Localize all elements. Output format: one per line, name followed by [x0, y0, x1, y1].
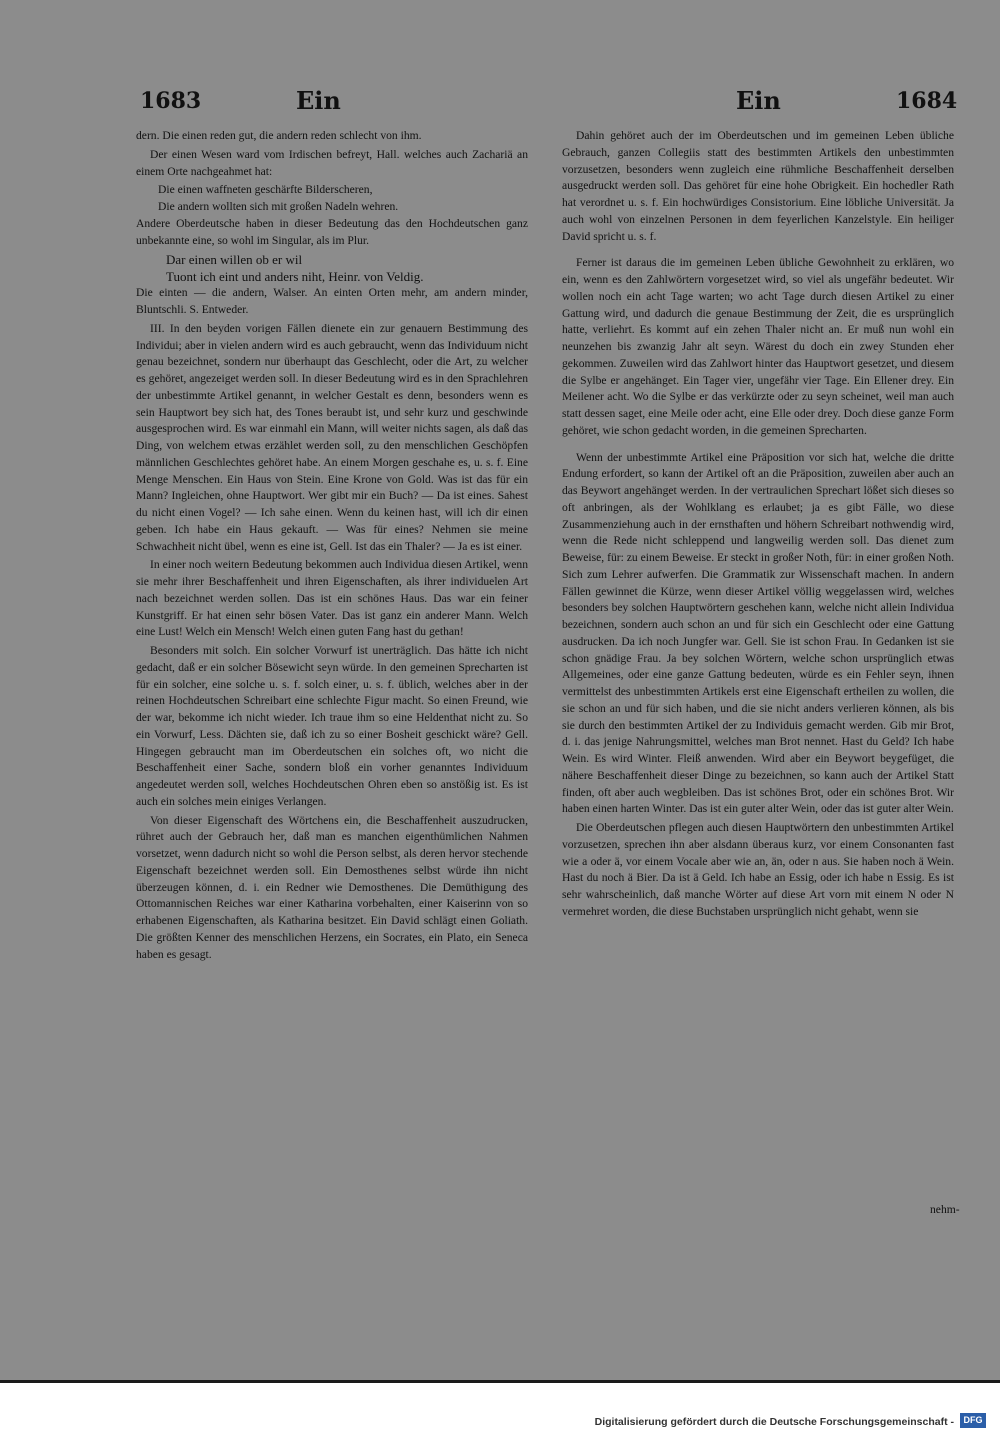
- paragraph: Wenn der unbestimmte Artikel eine Präposition vor sich hat, welche die dritte Endung erfordert, so kann der Artikel oft an die Präposition, zuweilen aber auch an das Beywort angehänget werden. In der vertraulichen Sprechart lößet sich dieses so oft anbringen, als der Wohlklang es erlaubet; ja es gibt Fälle, wo diese Zusammenziehung auch in der ernsthaften und höhern Schreibart nothwendig wird, wenn die Rede nicht schleppend und langweilig werden soll. Das dienet zum Beweise, für: zu einem Beweise. Er steckt in großer Noth, für: in einer großen Noth. Sich zum Lehrer aufwerfen. Die Grammatik zur Wissenschaft machen. In andern Fällen gewinnet die Kürze, wenn dieser Artikel völlig weggelassen wird, welches besonders bey solchen Hauptwörtern geschehen kann, welche nicht allein Individua bezeichnen, sondern auch schon an und für sich ein Geschlecht oder eine Gattung ausdrucken. Da ich noch Jungfer war. Gell. Sie ist schon Frau. In Gedanken ist sie schon gnädige Frau. Ja bey solchen Wörtern, welche schon ursprünglich etwas Allgemeines, oder eine ganze Gattung bedeuten, würde es ein Fehler seyn, ihnen vermittelst des unbestimmten Artikels erst eine Eigenschaft ertheilen zu wollen, die sie schon an und für sich haben, und die sie nicht anders verlieren können, als bis sie durch den bestimmten Artikel der zu Individuis gemacht werden. Gib mir Brot, d. i. das jenige Nahrungsmittel, welches man Brot nennet. Hast du Geld? Ich habe Wein. Es wird Winter. Fleiß anwenden. Wird aber ein Beywort beygefüget, die nähere Beschaffenheit dieser Dinge zu bezeichnen, so kann auch der Artikel Statt finden, oft aber auch wegbleiben. Das ist schönes Brot, oder ein schönes Brot. Wir haben einen harten Winter. Das ist ein guter alter Wein, oder das ist guter alter Wein.: [562, 450, 954, 816]
- paragraph: Dar einen willen ob er wil: [166, 252, 303, 268]
- funding-notice: Digitalisierung gefördert durch die Deutsche Forschungsgemeinschaft -: [594, 1416, 954, 1428]
- paragraph: Tuont ich eint und anders niht, Heinr. von Veldig.: [166, 269, 424, 285]
- paragraph: dern. Die einen reden gut, die andern reden schlecht von ihm.: [136, 129, 422, 142]
- paragraph: Von dieser Eigenschaft des Wörtchens ein, die Beschaffenheit auszudrucken, rühret auch der Gebrauch her, daß man es manchen eigenthümlichen Nahmen vorsetzet, wenn dadurch nicht so wohl die Person selbst, als deren hervor stechende Eigenschaft bezeichnet werden soll. Ein Demosthenes selbst würde ihn nicht überzeugen können, d. i. ein Redner wie Demosthenes. Die Demüthigung des Ottomannischen Reiches war einer Katharina vorbehalten, einer Kaiserinn von so erhabenen Eigenschaften, als Katharina besitzet. Ein David schlägt einen Goliath. Die größten Kenner des menschlichen Herzens, ein Socrates, ein Plato, ein Seneca haben es gesagt.: [136, 813, 528, 961]
- catchword: nehm-: [930, 1203, 960, 1216]
- dfg-logo: DFG: [960, 1413, 986, 1428]
- paragraph: Die einten — die andern, Walser. An einten Orten mehr, am andern minder, Bluntschli. S. Entweder.: [136, 286, 528, 316]
- paragraph: Dahin gehöret auch der im Oberdeutschen und im gemeinen Leben übliche Gebrauch, ganzen Collegiis statt des bestimmten Artikels den unbestimmten vorzusetzen, besonders wenn zugleich eine rühmliche Beschaffenheit derselben ausgedruckt werden soll. Das gehöret für eine hohe Obrigkeit. Ein hochedler Rath hat verordnet u. s. f. Ein hochwürdiges Consistorium. Eine löbliche Universität. Ja auch wohl von einzelnen Personen in dem feyerlichen Kanzelstyle. Ein heiliger David spricht u. s. f.: [562, 129, 954, 243]
- left-headword: Ein: [296, 86, 341, 115]
- paragraph: Die andern wollten sich mit großen Nadeln wehren.: [158, 200, 399, 213]
- right-page-number: 1684: [896, 88, 958, 114]
- paragraph: Ferner ist daraus die im gemeinen Leben übliche Gewohnheit zu erklären, wo ein, wenn es den Zahlwörtern vorgesetzet wird, so viel als ungefähr bedeutet. Wir wollen noch ein acht Tage warten; wo acht Tage durch diesen Artikel zu einer Gattung wird, und dadurch die genaue Bestimmung der Zeit, die es ursprünglich hatte, verliehrt. Es kommt auf ein zehen Thaler nicht an. Er muß nun wohl ein neunzehen bis zwanzig Jahr alt seyn. Wärest du doch ein zwey Stunden eher gekommen. Zuweilen wird das Zahlwort hinter das Hauptwort gesetzet, und diesem die Sylbe er angehänget. Ein Tager vier, ungefähr vier Tage. Ein Ellener drey. Ein Meilener acht. Wo die Sylbe er das verkürzte oder zu seyn scheinet, weil man auch statt dessen saget, eine Meile oder acht, eine Elle oder drey. Doch diese ganze Form gehöret, wie schon gedacht worden, in die gemeinen Sprecharten.: [562, 256, 954, 437]
- paragraph: Besonders mit solch. Ein solcher Vorwurf ist unerträglich. Das hätte ich nicht gedacht, daß er ein solcher Bösewicht seyn würde. In den gemeinen Sprecharten ist für ein solcher, eine solche u. s. f. solch einer, u. s. f. üblich, welches aber in der reinen Hochdeutschen Schreibart eine schlechte Figur macht. So einen Freund, wie der war, bekomme ich nicht wieder. Ich traue ihm so eine Heldenthat nicht zu. So ein Vorwurf, Less. Dächten sie, daß ich zu so einer Bosheit geschickt wäre? Gell. Hingegen gebraucht man im Oberdeutschen ein solches oft, wo nicht die Beschaffenheit einer Sache, sondern bloß ein vorher genanntes Individuum angedeutet werden soll, welches Hochdeutschen Ohren eben so anstößig ist. Es ist auch ein solches mein einiges Verlangen.: [136, 644, 528, 808]
- left-page-number: 1683: [140, 88, 202, 114]
- paragraph: In einer noch weitern Bedeutung bekommen auch Individua diesen Artikel, wenn sie mehr ihrer Beschaffenheit und ihren Eigenschaften, als ihrer individuelen Art nach bezeichnet werden sollen. Das ist ein schönes Haus. Das war ein feiner Kunstgriff. Er hat einen sehr bösen Vater. Das ist ganz ein anderer Mann. Welch eine Lust! Welch ein Mensch! Welch einen guten Fang hast du gethan!: [136, 558, 528, 639]
- paragraph: Die einen waffneten geschärfte Bilderscheren,: [158, 183, 373, 197]
- footer-bar: [0, 1383, 1000, 1432]
- paragraph: Der einen Wesen ward vom Irdischen befreyt, Hall. welches auch Zachariä an einem Orte nachgeahmet hat:: [136, 147, 528, 178]
- paragraph: III. In den beyden vorigen Fällen dienete ein zur genauern Bestimmung des Individui; aber in vielen andern wird es auch gebraucht, wenn das Individuum nicht genau bezeichnet, sondern nur überhaupt das Geschlecht, oder die Art, zu welcher es gehöret, angezeiget werden soll. In dieser Bedeutung wird es in den Sprachlehren der unbestimmte Artikel genannt, in welcher Gestalt es denn, besonders wenn es sein Hauptwort bey sich hat, des Tones beraubt ist, und sehr kurz und geschwinde ausgesprochen wird. Es war einmahl ein Mann, will weiter nichts sagen, als daß das Ding, von welchem etwas erzählet werden soll, zu den menschlichen Geschöpfen männlichen Geschlechtes gehöret habe. An einem Morgen geschahe es, u. s. f. Eine Menge Menschen. Ein Haus von Stein. Eine Krone von Gold. Was ist das für ein Mann? Ingleichen, ohne Hauptwort. Wer gibt mir ein Buch? — Da ist eines. Sahest du nicht einen Vogel? — Ich sahe einen. Wenn du keinen hast, will ich dir einen geben. Ich habe ein Haus gekauft. — Was für eines? Nehmen sie meine Schwachheit nicht übel, wenn es eine ist, Gell. Ist das ein Thaler? — Ja es ist einer.: [136, 321, 528, 553]
- right-column: [562, 128, 954, 923]
- paragraph: Die Oberdeutschen pflegen auch diesen Hauptwörtern den unbestimmten Artikel vorzusetzen, sprechen ihn aber alsdann überaus kurz, vor einem Consonanten fast wie a oder ä, vor einem Vocale aber wie an, än, oder n aus. Sie haben noch ä Wein. Hast du noch ä Bier. Da ist ä Geld. Ich habe an Essig, oder ich habe n Essig. Es ist sehr wahrscheinlich, daß manche Wörter auf diese Art vorn mit einem N oder N vermehret worden, die diese Buchstaben ursprünglich nicht gehabt, wenn sie: [562, 821, 954, 918]
- left-column: [136, 128, 528, 965]
- paragraph: Andere Oberdeutsche haben in dieser Bedeutung das den Hochdeutschen ganz unbekannte eine, so wohl im Singular, als im Plur.: [136, 216, 528, 247]
- right-headword: Ein: [736, 86, 781, 115]
